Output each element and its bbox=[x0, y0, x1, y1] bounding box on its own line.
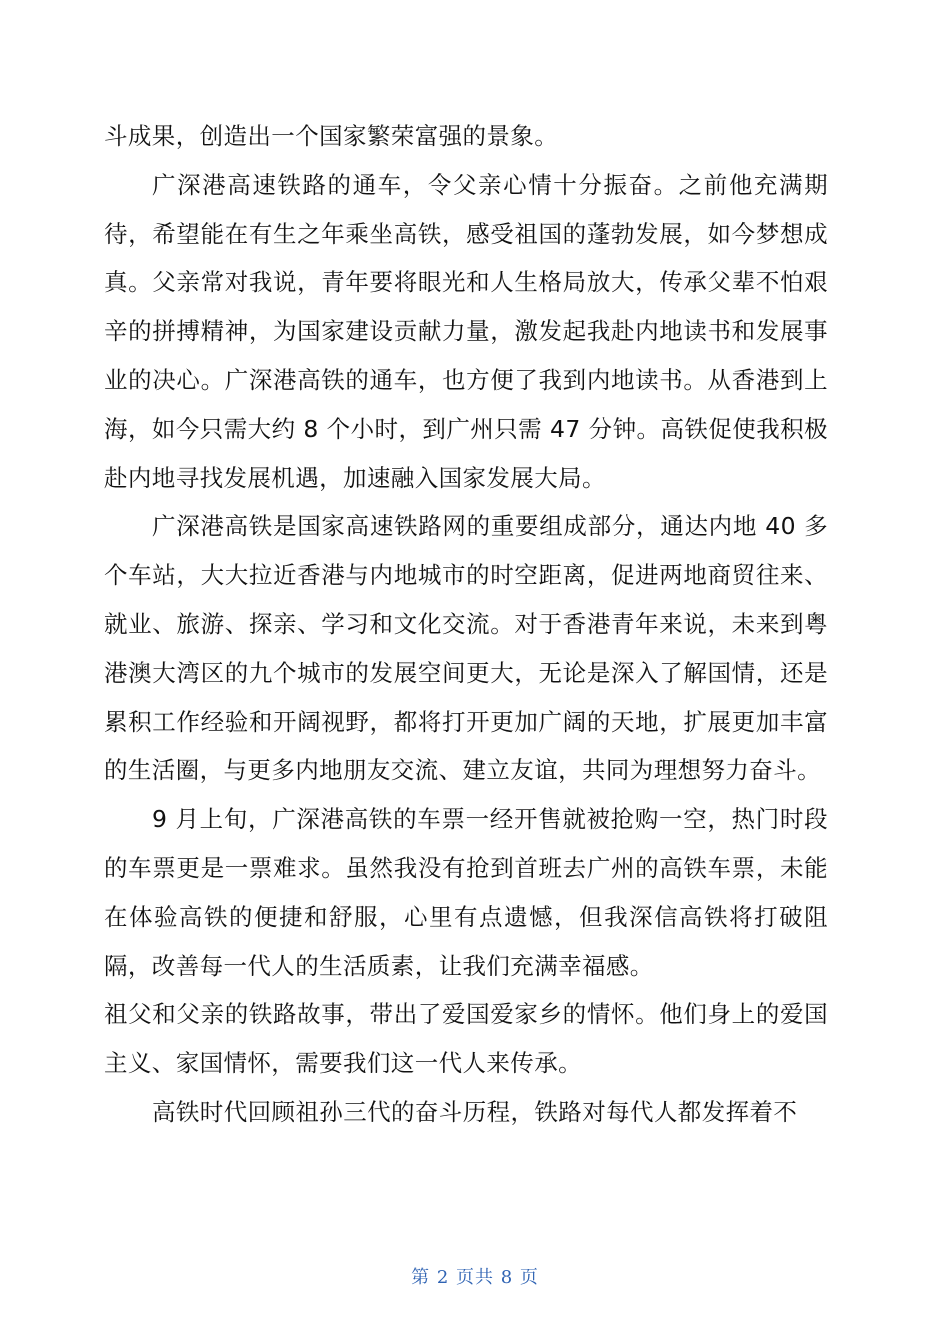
paragraph-2: 广深港高速铁路的通车，令父亲心情十分振奋。之前他充满期待，希望能在有生之年乘坐高铁，感受祖国的蓬勃发展，如今梦想成真。父亲常对我说，青年要将眼光和人生格局放大，传承父辈不怕艰辛的拼搏精神，为国家建设贡献力量，激发起我赴内地读书和发展事业的决心。广深港高铁的通车，也方便了我到内地读书。从香港到上海，如今只需大约 8 个小时，到广州只需 47 分钟。高铁促使我积极赴内地寻找发展机遇，加速融入国家发展大局。 bbox=[104, 170, 828, 492]
paragraph-3: 广深港高铁是国家高速铁路网的重要组成部分，通达内地 40 多个车站，大大拉近香港与内地城市的时空距离，促进两地商贸往来、就业、旅游、探亲、学习和文化交流。对于香港青年来说，未来到粤港澳大湾区的九个城市的发展空间更大，无论是深入了解国情，还是累积工作经验和开阔视野，都将打开更加广阔的天地，扩展更加丰富的生活圈，与更多内地朋友交流、建立友谊，共同为理想努力奋斗。 bbox=[104, 512, 828, 785]
paragraph-1: 斗成果，创造出一个国家繁荣富强的景象。 bbox=[104, 122, 559, 150]
paragraph-5: 祖父和父亲的铁路故事，带出了爱国爱家乡的情怀。他们身上的爱国主义、家国情怀，需要我们这一代人来传承。 bbox=[104, 1000, 828, 1078]
document-body bbox=[104, 112, 828, 1137]
page-number-footer: 第 2 页共 8 页 bbox=[411, 1267, 539, 1288]
paragraph-4: 9 月上旬，广深港高铁的车票一经开售就被抢购一空，热门时段的车票更是一票难求。虽然我没有抢到首班去广州的高铁车票，未能在体验高铁的便捷和舒服，心里有点遗憾，但我深信高铁将打破阻隔，改善每一代人的生活质素，让我们充满幸福感。 bbox=[104, 805, 828, 980]
paragraph-6: 高铁时代回顾祖孙三代的奋斗历程，铁路对每代人都发挥着不 bbox=[152, 1097, 798, 1126]
